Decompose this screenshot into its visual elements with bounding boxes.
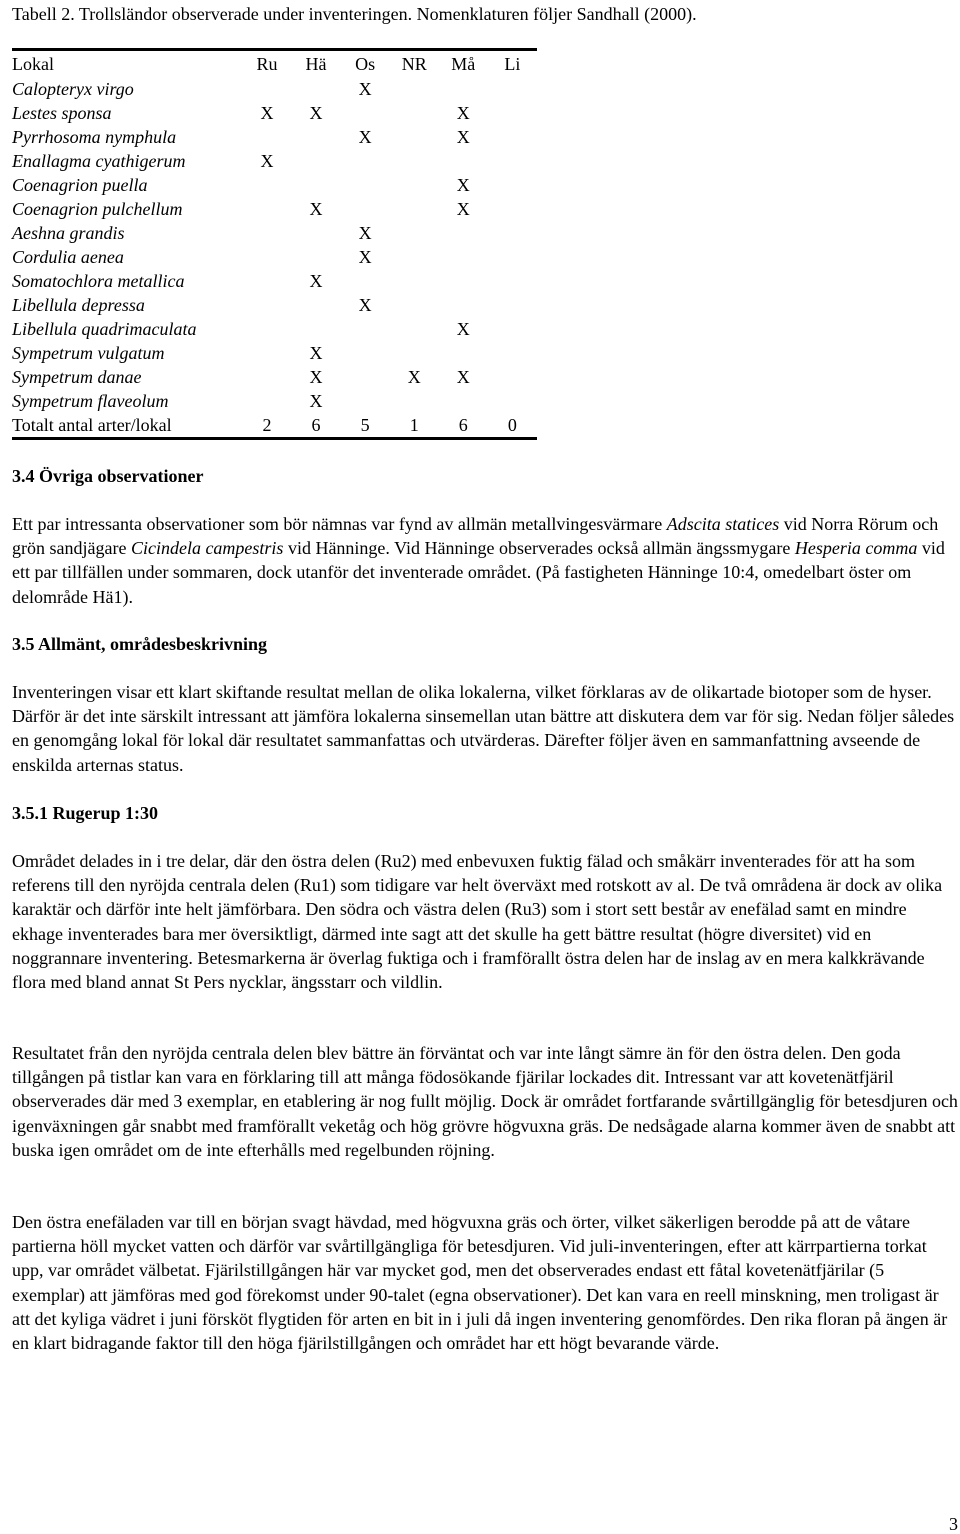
observation-cell: [242, 389, 291, 413]
observation-cell: [341, 149, 390, 173]
observation-cell: [439, 293, 488, 317]
species-name: Cicindela campestris: [130, 538, 284, 559]
table-row: [12, 173, 537, 197]
observation-cell: [439, 77, 488, 101]
species-name-cell: Somatochlora metallica: [12, 271, 185, 291]
observation-cell: [488, 365, 537, 389]
header-cell: Må: [451, 54, 476, 74]
observation-cell: [341, 197, 390, 221]
observation-cell: [488, 101, 537, 125]
paragraph-ovriga-observationer: [12, 512, 958, 609]
observation-cell: [439, 341, 488, 365]
observation-cell: X: [260, 103, 274, 123]
observation-cell: [242, 197, 291, 221]
total-label-cell: Totalt antal arter/lokal: [12, 415, 172, 435]
observation-cell: [390, 293, 439, 317]
observation-cell: [341, 269, 390, 293]
paragraph-rugerup-1: Området delades in i tre delar, där den östra delen (Ru2) med enbevuxen fuktig fälad och småkärr inventerades för att ha som referens till den nyröjda centrala delen (Ru1) som tidigare var helt överväxt med rotskott av al. De två områdena är dock av olika karaktär och därför inte helt jämförbara. Den södra och västra delen (Ru3) som i stort sett består av enefälad samt en mindre ekhage inventerades bara mer översiktligt, därmed inte sagt att det skulle ha gett bättre resultat (högre diversitet) vid en noggrannare inventering. Betesmarkerna är överlag fuktiga och i framförallt östra delen har de inslag av en mera kalkkrävande flora med bland annat St Pers nycklar, ängsstarr och vildlin.: [12, 851, 943, 993]
observation-cell: [292, 293, 341, 317]
observation-cell: [439, 149, 488, 173]
total-count-cell: 6: [458, 415, 468, 435]
observation-cell: [390, 173, 439, 197]
observation-cell: [488, 269, 537, 293]
observation-cell: [488, 149, 537, 173]
observation-cell: X: [456, 199, 470, 219]
paragraph-rugerup-3: Den östra enefäladen var till en början svagt hävdad, med högvuxna gräs och örter, vilket säkerligen berodde på att de våtare partierna höll mycket vatten och därför var svårtillgängliga för betesdjuren. Vid juli-inventeringen, efter att kärrpartierna torkat upp, var området välbetat. Fjärilstillgången här var mycket god, men det observerades endast ett fåtal kovetenätfjärilar (5 exemplar) att jämföras med god förekomst under 90-talet (egna observationer). Det kan vara en reell minskning, men troligast är att det kyliga vädret i juni försköt flygtiden för arten en bit in i juli då ingen inventering genomfördes. Den rika floran på ängen är en klart bidragande faktor till den höga fjärilstillgången och området har ett högt bevarande värde.: [12, 1212, 948, 1354]
total-count-cell: 2: [262, 415, 272, 435]
section-heading-3-5-1: 3.5.1 Rugerup 1:30: [12, 803, 159, 823]
header-cell: NR: [401, 54, 427, 74]
observation-cell: [488, 293, 537, 317]
observation-cell: [439, 221, 488, 245]
observation-cell: [292, 173, 341, 197]
species-name-cell: Calopteryx virgo: [12, 79, 134, 99]
observation-cell: [390, 317, 439, 341]
text-run: vid ett par tillfällen under sommaren, dock utanför det inventerade området. (På fastigheten Hänninge 10:4, omedelbart öster om delområde Hä1).: [12, 538, 945, 607]
header-cell: Lokal: [12, 54, 54, 74]
table-body: [12, 77, 537, 439]
table-row: [12, 149, 537, 173]
observation-cell: X: [407, 367, 421, 387]
observation-cell: [390, 149, 439, 173]
species-name: Adscita statices: [666, 514, 780, 534]
observation-cell: [390, 389, 439, 413]
observation-cell: [242, 293, 291, 317]
observation-cell: [390, 245, 439, 269]
observation-cell: X: [309, 199, 323, 219]
observation-cell: [341, 389, 390, 413]
text-run: Ett par intressanta observationer som bör nämnas var fynd av allmän metallvingesvärmare: [12, 514, 667, 534]
observation-cell: [488, 173, 537, 197]
observation-cell: [242, 125, 291, 149]
observation-cell: [390, 77, 439, 101]
observation-cell: [292, 245, 341, 269]
species-name-cell: Sympetrum danae: [12, 367, 142, 387]
observation-cell: [488, 125, 537, 149]
total-count-cell: 6: [311, 415, 321, 435]
table-row: [12, 269, 537, 293]
observation-cell: X: [456, 175, 470, 195]
header-cell: Os: [355, 54, 376, 74]
table-row: [12, 197, 537, 221]
species-name-cell: Enallagma cyathigerum: [12, 151, 186, 171]
observation-cell: [390, 125, 439, 149]
table-total-row: [12, 413, 537, 439]
observation-cell: [242, 317, 291, 341]
observation-cell: X: [456, 367, 470, 387]
species-name-cell: Aeshna grandis: [12, 223, 125, 243]
table-row: [12, 389, 537, 413]
table-row: [12, 317, 537, 341]
observation-cell: X: [309, 271, 323, 291]
species-name-cell: Coenagrion pulchellum: [12, 199, 183, 219]
observation-cell: [488, 77, 537, 101]
observation-cell: X: [358, 127, 372, 147]
text-run: vid Norra Rörum och grön sandjägare: [12, 514, 939, 559]
total-count-cell: 0: [507, 415, 517, 435]
table-row: [12, 101, 537, 125]
species-name-cell: Coenagrion puella: [12, 175, 148, 195]
observation-cell: [390, 221, 439, 245]
observation-cell: [242, 245, 291, 269]
observation-cell: [242, 221, 291, 245]
species-name-cell: Libellula quadrimaculata: [12, 319, 197, 339]
header-cell: Li: [504, 54, 521, 74]
table-row: [12, 125, 537, 149]
section-heading-3-5: 3.5 Allmänt, områdesbeskrivning: [12, 634, 268, 654]
observation-cell: [341, 101, 390, 125]
table-header-row: [12, 50, 537, 78]
observation-cell: X: [309, 343, 323, 363]
observation-cell: X: [309, 391, 323, 411]
paragraph-rugerup-2: Resultatet från den nyröjda centrala delen blev bättre än förväntat och var inte långt sämre än för den östra delen. Den goda tillgången på tistlar kan vara en förklaring till att många födosökande fjärilar lockades dit. Intressant var att kovetenätfjäril observerades där med 3 exemplar, en etablering är nog fullt möjlig. Dock är området fortfarande svårtillgänglig för betesdjuren och igenväxningen går snabbt med framförallt veketåg och hög grövre högvuxna gräs. De nedsågade alarna kommer även de snabbt att buska igen området om de inte efterhålls med regelbunden röjning.: [12, 1043, 958, 1160]
observation-cell: X: [309, 367, 323, 387]
paragraph-allmant: Inventeringen visar ett klart skiftande resultat mellan de olika lokalerna, vilket förklaras av de olikartade biotoper som de hyser. Därför är det inte särskilt intressant att jämföra lokalerna sinsemellan utan bättre att diskutera dem var för sig. Nedan följer således en genomgång lokal för lokal där resultatet sammanfattas och utvärderas. Därefter följer även en sammanfattning avseende de enskilda arternas status.: [12, 682, 955, 775]
species-name: Hesperia comma: [794, 538, 918, 559]
header-cell: Hä: [305, 54, 327, 74]
observation-cell: [488, 197, 537, 221]
species-name-cell: Libellula depressa: [12, 295, 145, 315]
observation-cell: [488, 389, 537, 413]
page-number: 3: [949, 1514, 958, 1534]
observation-cell: [439, 269, 488, 293]
observation-cell: [341, 173, 390, 197]
observation-cell: [390, 197, 439, 221]
header-cell: Ru: [256, 54, 278, 74]
observation-cell: [439, 245, 488, 269]
observation-cell: [242, 365, 291, 389]
table-row: [12, 77, 537, 101]
observation-cell: [439, 389, 488, 413]
observation-cell: X: [358, 295, 372, 315]
observation-cell: X: [309, 103, 323, 123]
observation-cell: [242, 341, 291, 365]
observation-cell: X: [358, 247, 372, 267]
observation-cell: [292, 125, 341, 149]
species-name-cell: Sympetrum flaveolum: [12, 391, 169, 411]
observation-cell: [341, 365, 390, 389]
total-count-cell: 5: [360, 415, 370, 435]
observation-cell: [292, 221, 341, 245]
table-caption: Tabell 2. Trollsländor observerade under inventeringen. Nomenklaturen följer Sandhall (2000).: [12, 4, 697, 24]
observation-cell: X: [456, 319, 470, 339]
observation-cell: X: [358, 79, 372, 99]
observation-cell: [341, 317, 390, 341]
observation-cell: X: [456, 103, 470, 123]
table-row: [12, 293, 537, 317]
observation-cell: [488, 317, 537, 341]
table-row: [12, 341, 537, 365]
species-table: [12, 48, 537, 440]
observation-cell: X: [358, 223, 372, 243]
observation-cell: [292, 317, 341, 341]
observation-cell: X: [260, 151, 274, 171]
observation-cell: [292, 77, 341, 101]
observation-cell: [242, 173, 291, 197]
table-row: [12, 365, 537, 389]
observation-cell: [488, 221, 537, 245]
observation-cell: [341, 341, 390, 365]
observation-cell: [292, 149, 341, 173]
observation-cell: [242, 269, 291, 293]
species-name-cell: Cordulia aenea: [12, 247, 124, 267]
table-row: [12, 245, 537, 269]
observation-cell: [390, 341, 439, 365]
observation-cell: [390, 269, 439, 293]
observation-cell: [242, 77, 291, 101]
observation-cell: [488, 245, 537, 269]
text-run: vid Hänninge. Vid Hänninge observerades också allmän ängssmygare: [283, 538, 795, 559]
observation-cell: [390, 101, 439, 125]
observation-cell: [488, 341, 537, 365]
observation-cell: X: [456, 127, 470, 147]
table-row: [12, 221, 537, 245]
section-heading-3-4: 3.4 Övriga observationer: [12, 466, 204, 486]
species-name-cell: Lestes sponsa: [12, 103, 112, 123]
total-count-cell: 1: [409, 415, 419, 435]
species-name-cell: Sympetrum vulgatum: [12, 343, 165, 363]
species-name-cell: Pyrrhosoma nymphula: [12, 127, 177, 147]
